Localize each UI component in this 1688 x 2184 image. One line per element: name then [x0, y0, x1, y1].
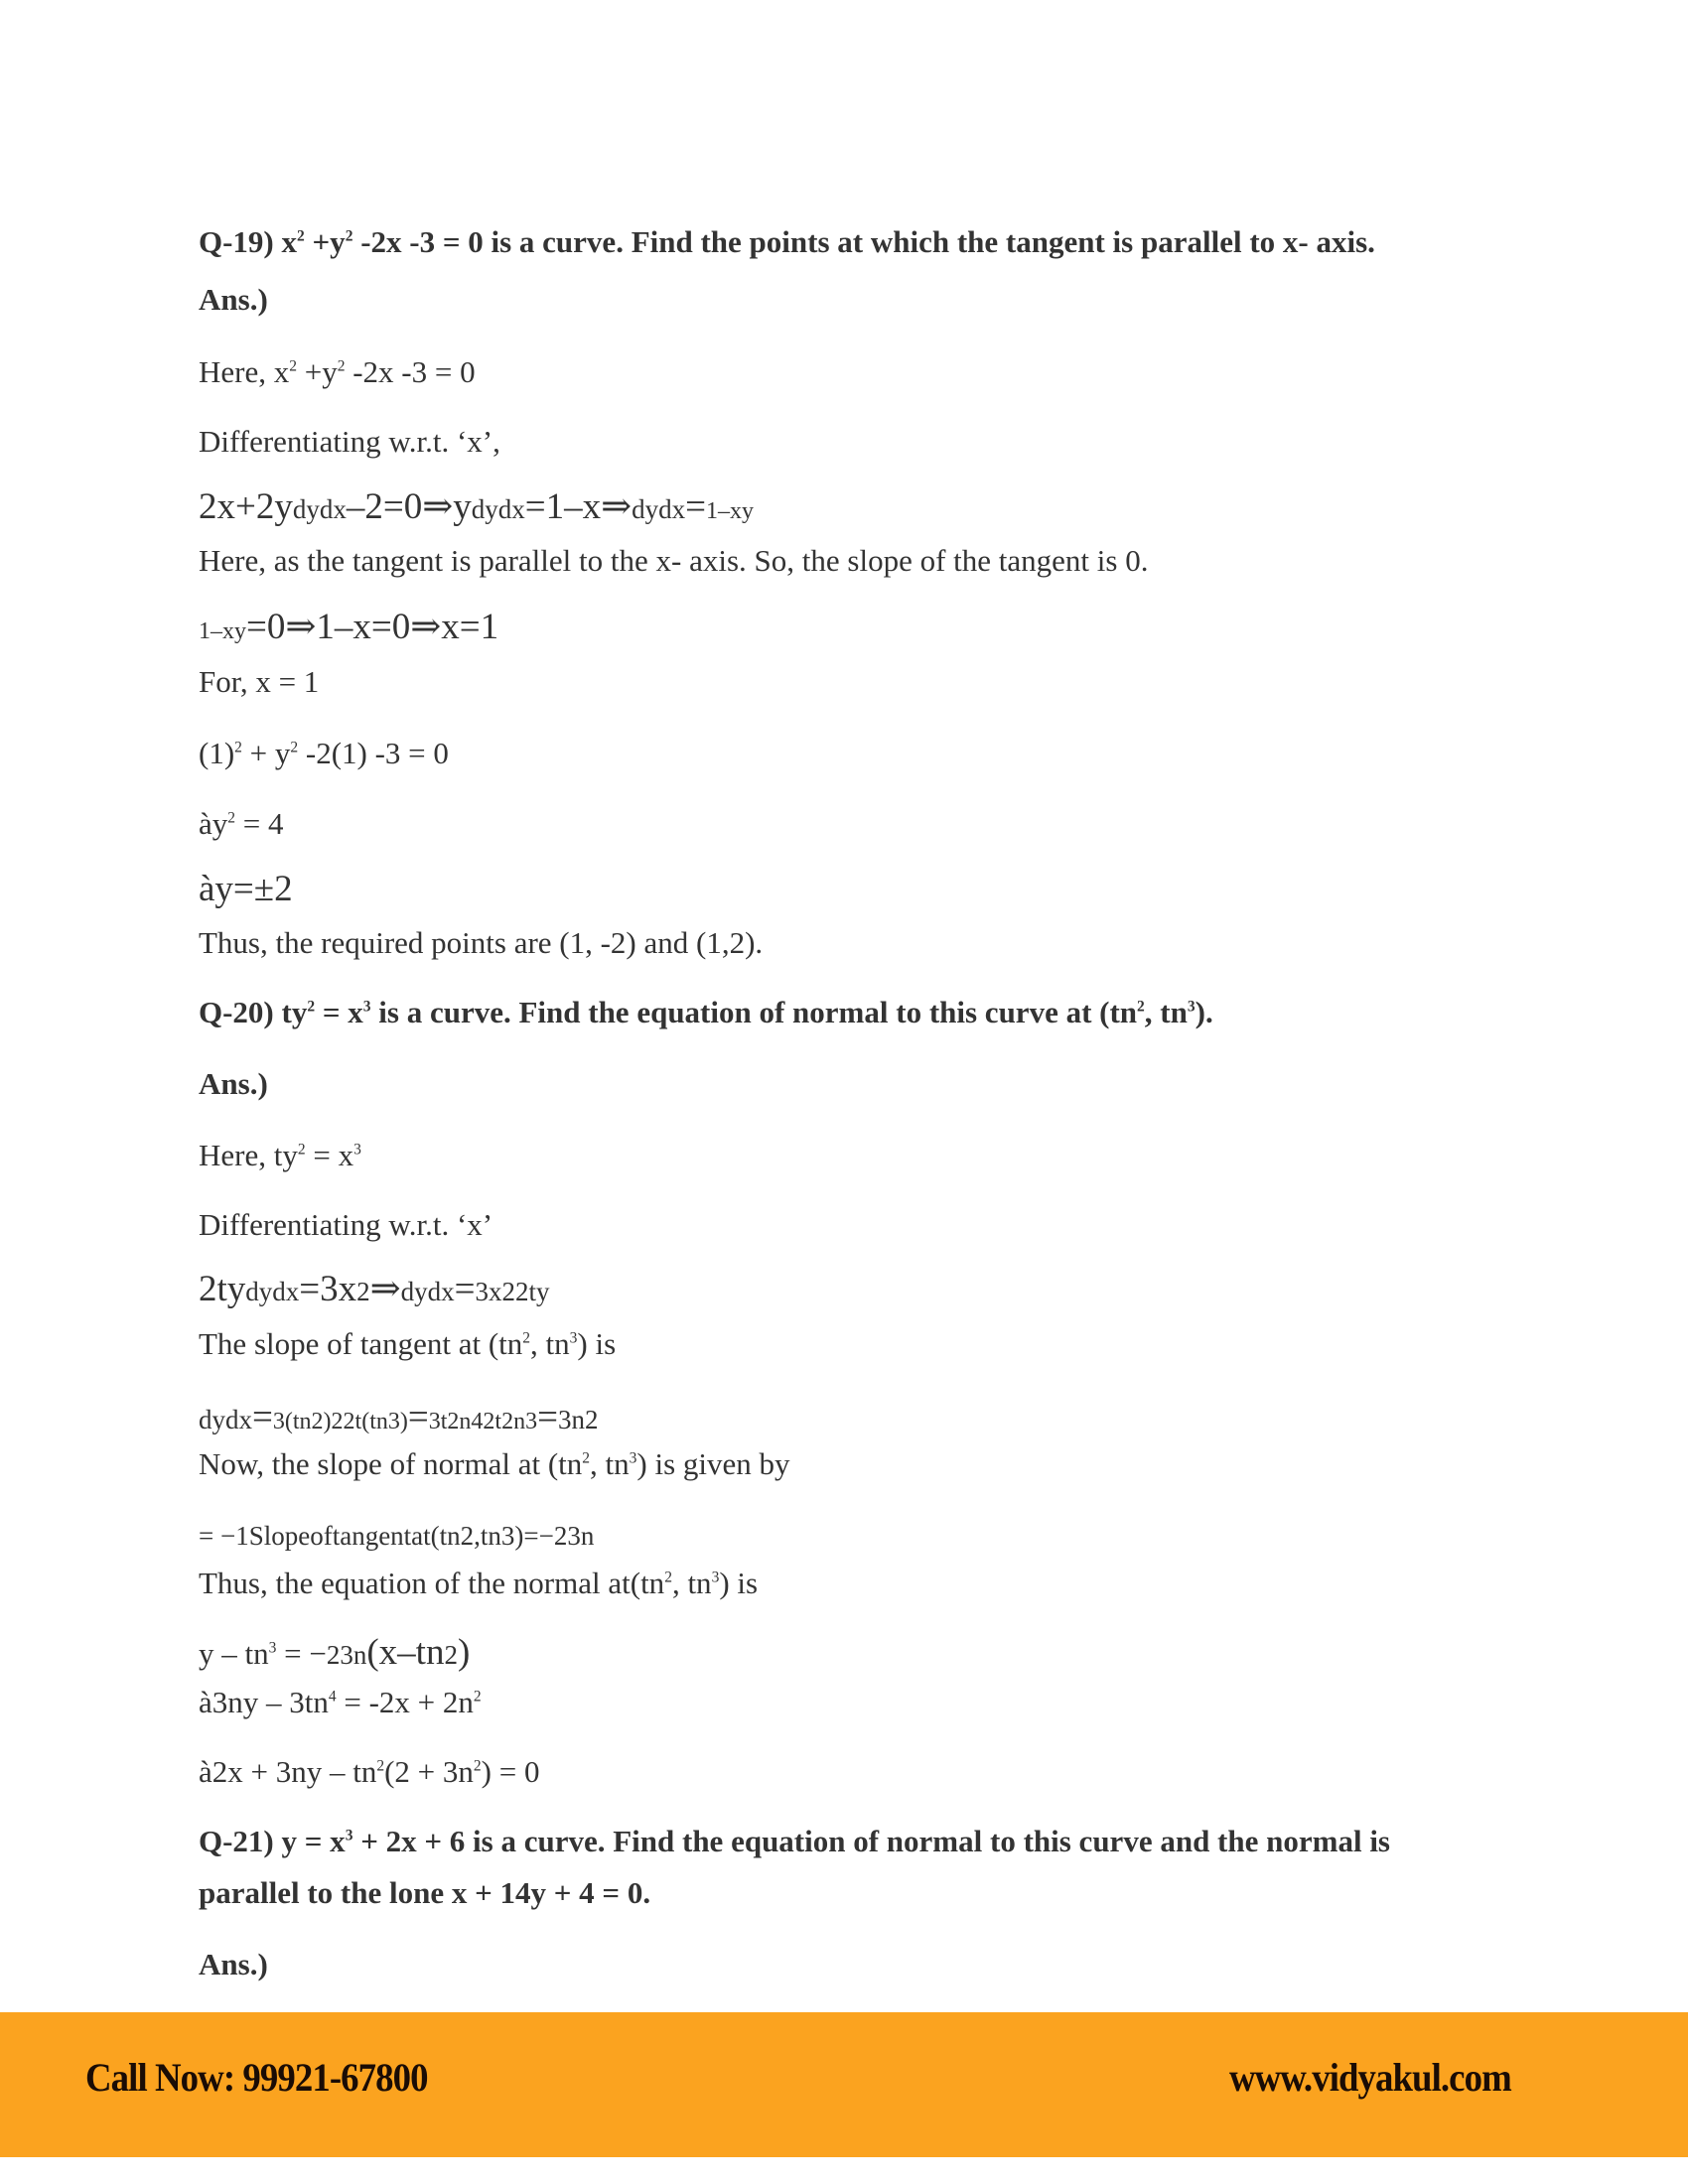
text: is a curve. Find the equation of normal to this curve at (tn — [370, 995, 1138, 1029]
q19-y-plus-minus: ày=±2 — [199, 869, 293, 909]
math-term: =3x — [299, 1269, 357, 1309]
text: = x — [305, 1138, 354, 1172]
math-term: 3n2 — [557, 1405, 599, 1434]
math-term: dydx — [245, 1277, 300, 1306]
math-term: = − — [276, 1636, 327, 1671]
text: + y — [241, 736, 291, 770]
q19-slope-text: Here, as the tangent is parallel to the x- axis. So, the slope of the tangent is 0. — [199, 543, 1149, 578]
math-term: =0⇒1–x=0⇒x=1 — [246, 607, 499, 647]
superscript: 3 — [268, 1639, 277, 1657]
text: Q-21) y = x — [199, 1824, 346, 1858]
text: (2 + 3n — [384, 1754, 474, 1789]
q20-step-1 — [199, 1687, 482, 1717]
math-term: 23n — [326, 1640, 367, 1670]
q20-equation-4 — [199, 1634, 470, 1671]
superscript: 2 — [307, 998, 316, 1016]
math-term: dydx — [471, 494, 525, 524]
q20-slope-tangent-text — [199, 1328, 616, 1359]
text: = -2x + 2n — [336, 1685, 474, 1719]
superscript: 2 — [297, 227, 305, 245]
math-term: = — [537, 1397, 558, 1437]
superscript: 3 — [353, 1141, 361, 1159]
math-term: ) — [457, 1632, 471, 1673]
math-term: 3x22ty — [475, 1277, 550, 1306]
superscript: 3 — [629, 1449, 637, 1467]
math-term: =− — [523, 1521, 554, 1551]
text: + 2x + 6 is a curve. Find the equation of normal to this curve and the normal is — [352, 1824, 1390, 1858]
q20-equation-3 — [199, 1519, 594, 1550]
text: ) is — [719, 1566, 759, 1600]
superscript: 2 — [345, 227, 353, 245]
q20-equation-1 — [199, 1271, 550, 1307]
q21-answer-label: Ans.) — [199, 1947, 268, 1981]
q20-equation-2 — [199, 1399, 598, 1435]
text: +y — [304, 224, 346, 259]
math-term: = — [454, 1269, 476, 1309]
q20-differentiating: Differentiating w.r.t. ‘x’ — [199, 1207, 493, 1242]
superscript: 2 — [289, 357, 297, 375]
q20-normal-slope-text — [199, 1448, 790, 1479]
math-term: = — [252, 1397, 273, 1437]
text: -2(1) -3 = 0 — [298, 736, 449, 770]
text: Thus, the equation of the normal at(tn — [199, 1566, 665, 1600]
text: = x — [315, 995, 363, 1029]
math-term: 1–xy — [199, 618, 246, 644]
text: ) is given by — [636, 1446, 790, 1481]
superscript: 2 — [290, 739, 299, 756]
q20-step-2 — [199, 1756, 539, 1787]
superscript: 2 — [522, 1329, 531, 1347]
q19-substitution — [199, 738, 449, 768]
q19-given — [199, 356, 476, 387]
math-term: dydx — [400, 1277, 455, 1306]
text: ày — [199, 806, 228, 841]
text: Q-20) ty — [199, 995, 308, 1029]
q20-given — [199, 1140, 361, 1170]
text: The slope of tangent at (tn — [199, 1326, 523, 1361]
math-term: 2 — [444, 1640, 458, 1670]
text: Here, x — [199, 354, 290, 389]
text: , tn — [530, 1326, 570, 1361]
superscript: 3 — [362, 998, 371, 1016]
q19-answer-label: Ans.) — [199, 282, 268, 317]
text: , tn — [590, 1446, 630, 1481]
superscript: 2 — [582, 1449, 591, 1467]
math-term: 2ty — [199, 1269, 246, 1309]
q20-normal-equation-text — [199, 1568, 758, 1598]
math-term: 3t2n42t2n3 — [428, 1409, 538, 1434]
text: -2x -3 = 0 — [345, 354, 476, 389]
text: à3ny – 3tn — [199, 1685, 329, 1719]
text: ) is — [577, 1326, 617, 1361]
q19-differentiating: Differentiating w.r.t. ‘x’, — [199, 424, 500, 459]
call-now-phone[interactable]: Call Now: 99921-67800 — [85, 2055, 428, 2100]
math-term: dydx — [199, 1405, 252, 1434]
superscript: 3 — [345, 1827, 353, 1844]
math-term: ⇒ — [369, 1269, 401, 1309]
math-term: dydx — [632, 494, 686, 524]
q20-answer-label: Ans.) — [199, 1066, 268, 1101]
q19-y-squared — [199, 808, 284, 839]
superscript: 2 — [473, 1688, 482, 1706]
math-term: 1–xy — [706, 498, 754, 524]
text: , tn — [671, 1566, 712, 1600]
math-term: 2x+2y — [199, 486, 293, 527]
superscript: 2 — [227, 809, 236, 827]
math-term: = — [685, 486, 706, 527]
superscript: 2 — [1137, 998, 1145, 1016]
q19-conclusion: Thus, the required points are (1, -2) and (1,2). — [199, 925, 764, 960]
q20-question — [199, 997, 1213, 1027]
math-term: 2 — [356, 1277, 370, 1306]
superscript: 2 — [297, 1141, 306, 1159]
math-term: =1–x⇒ — [524, 486, 633, 527]
text: = 4 — [235, 806, 284, 841]
footer-banner — [0, 2012, 1688, 2157]
math-term: –2=0⇒y — [346, 486, 472, 527]
text: , tn — [1144, 995, 1188, 1029]
text: Here, ty — [199, 1138, 298, 1172]
superscript: 2 — [234, 739, 242, 756]
text: -2x -3 = 0 is a curve. Find the points at which the tangent is parallel to x- axis. — [352, 224, 1375, 259]
q19-equation-1 — [199, 488, 754, 525]
math-term: = — [407, 1397, 429, 1437]
q19-question — [199, 226, 1375, 257]
math-term: (x–tn — [366, 1632, 445, 1673]
text: +y — [296, 354, 338, 389]
text: Q-19) x — [199, 224, 298, 259]
q19-equation-2 — [199, 609, 498, 645]
q21-question — [199, 1826, 1390, 1856]
superscript: 3 — [1187, 998, 1196, 1016]
superscript: 3 — [711, 1569, 720, 1586]
text: ). — [1195, 995, 1213, 1029]
text: à2x + 3ny – tn — [199, 1754, 377, 1789]
superscript: 4 — [328, 1688, 337, 1706]
superscript: 3 — [569, 1329, 578, 1347]
text: (1) — [199, 736, 235, 770]
math-term: 3(tn2)22t(tn3) — [272, 1409, 408, 1434]
q21-question-line-2: parallel to the lone x + 14y + 4 = 0. — [199, 1875, 651, 1910]
superscript: 2 — [376, 1757, 385, 1775]
text: ) = 0 — [481, 1754, 540, 1789]
website-link[interactable]: www.vidyakul.com — [1229, 2055, 1511, 2100]
superscript: 2 — [337, 357, 346, 375]
math-term: dydx — [292, 494, 347, 524]
math-term: y – tn — [199, 1636, 269, 1671]
superscript: 2 — [473, 1757, 482, 1775]
math-term: 1Slopeoftangentat(tn2,tn3) — [235, 1521, 524, 1551]
math-term: 23n — [553, 1521, 595, 1551]
math-term: = − — [199, 1521, 236, 1551]
superscript: 2 — [664, 1569, 672, 1586]
text: Now, the slope of normal at (tn — [199, 1446, 583, 1481]
q19-for-x: For, x = 1 — [199, 664, 320, 699]
